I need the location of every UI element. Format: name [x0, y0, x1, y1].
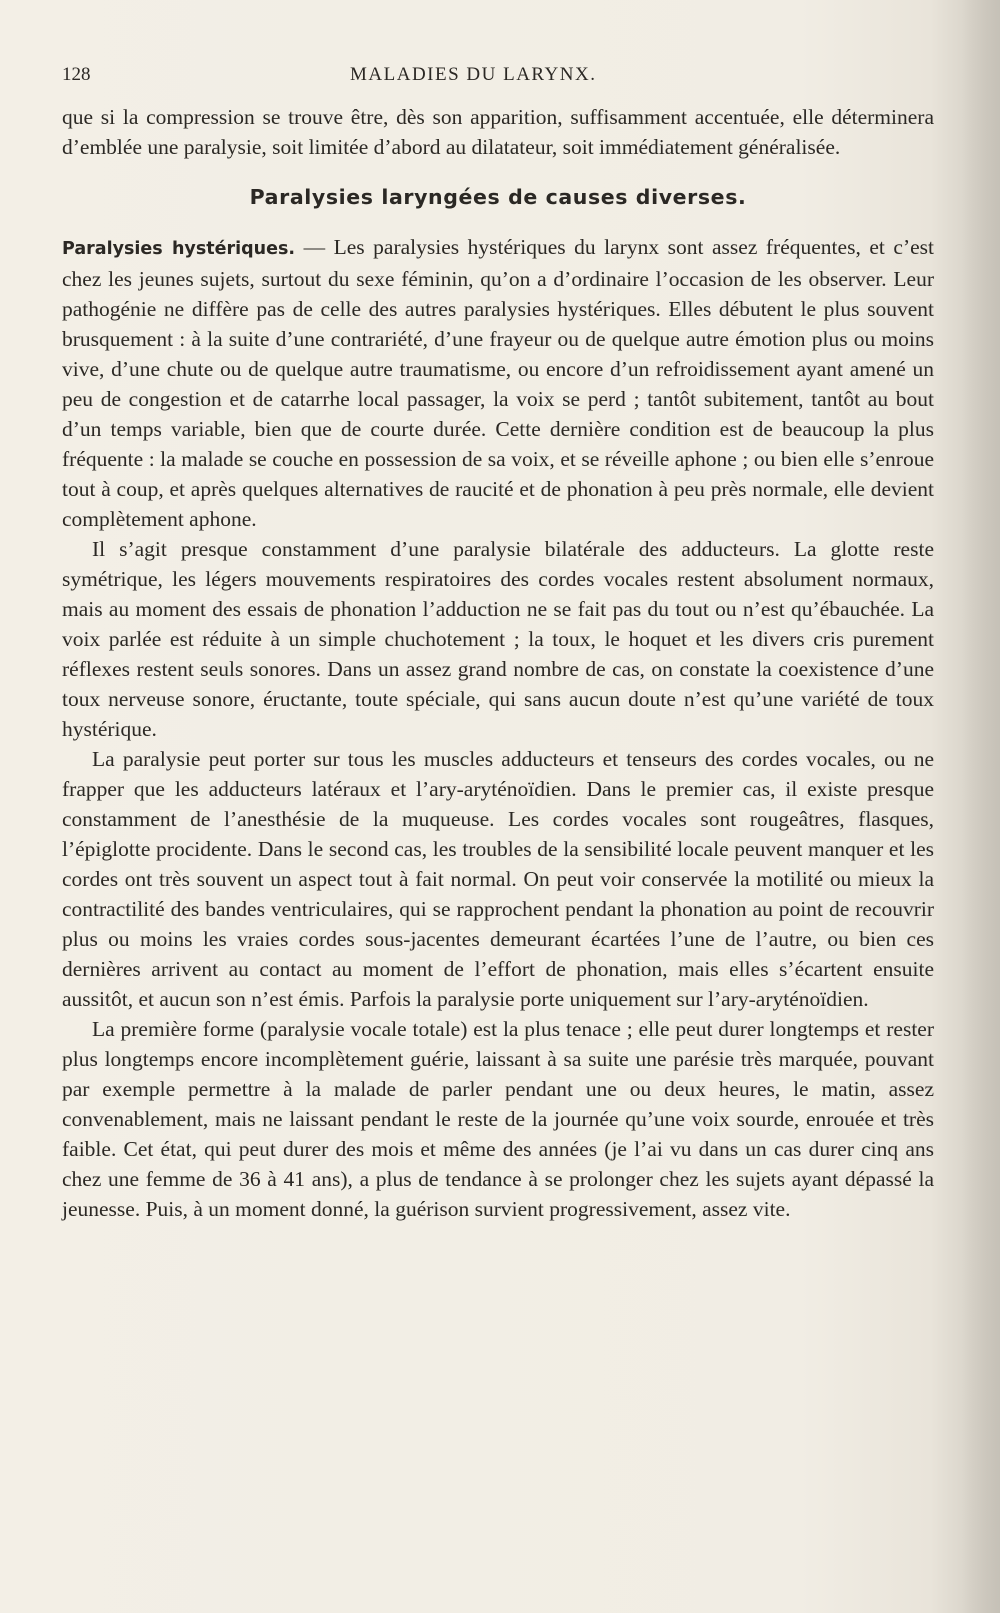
subsection-title: Paralysies hystériques. [62, 239, 296, 259]
body-text [62, 102, 934, 1224]
page-number: 128 [62, 64, 91, 85]
intro-paragraph: que si la compression se trouve être, dès son apparition, suffisamment accentuée, elle déterminera d’emblée une paralysie, soit limitée d’abord au dilatateur, soit immédiatement généralisée. [62, 105, 934, 159]
paragraph-text: — Les paralysies hystériques du larynx sont assez fréquentes, et c’est chez les jeunes sujets, surtout du sexe féminin, qu’on a d’ordinaire l’occasion de les observer. Leur pathogénie ne diffère pas de celle des autres paralysies hystériques. Elles débutent le plus souvent brusquement : à la suite d’une contrariété, d’une frayeur ou de quelque autre émotion plus ou moins vive, d’une chute ou de quelque autre traumatisme, ou encore d’un refroidissement ayant amené un peu de congestion et de catarrhe local passager, la voix se perd ; tantôt subitement, tantôt au bout d’un temps variable, bien que de courte durée. Cette dernière condition est de beaucoup la plus fréquente : la malade se couche en possession de sa voix, et se réveille aphone ; ou bien elle s’enroue tout à coup, et après quelques alternatives de raucité et de phonation à peu près normale, elle devient complètement aphone. [62, 235, 934, 531]
section-heading: Paralysies laryngées de causes diverses. [249, 185, 747, 209]
page-gutter-shadow [962, 0, 1000, 1613]
paragraph-adductors: Il s’agit presque constamment d’une paralysie bilatérale des adducteurs. La glotte reste symétrique, les légers mouvements respiratoires des cordes vocales restent absolument normaux, mais au moment des essais de phonation l’adduction ne se fait pas du tout ou n’est qu’ébauchée. La voix parlée est réduite à un simple chuchotement ; la toux, le hoquet et les divers cris purement réflexes restent seuls sonores. Dans un assez grand nombre de cas, on constate la coexistence d’une toux nerveuse sonore, éructante, toute spéciale, qui sans aucun doute n’est qu’une variété de toux hystérique. [62, 537, 934, 741]
paragraph-first-form: La première forme (paralysie vocale totale) est la plus tenace ; elle peut durer longtemps et rester plus longtemps encore incomplètement guérie, laissant à sa suite une parésie très marquée, pouvant par exemple permettre à la malade de parler pendant une ou deux heures, le matin, assez convenablement, mais ne laissant pendant le reste de la journée qu’une voix sourde, enrouée et très faible. Cet état, qui peut durer des mois et même des années (je l’ai vu dans un cas durer cinq ans chez une femme de 36 à 41 ans), a plus de tendance à se prolonger chez les sujets ayant dépassé la jeunesse. Puis, à un moment donné, la guérison survient progressivement, assez vite. [62, 1017, 934, 1221]
paragraph-muscles: La paralysie peut porter sur tous les muscles adducteurs et tenseurs des cordes vocales, ou ne frapper que les adducteurs latéraux et l’ary-aryténoïdien. Dans le premier cas, il existe presque constamment de l’anesthésie de la muqueuse. Les cordes vocales sont rougeâtres, flasques, l’épiglotte procidente. Dans le second cas, les troubles de la sensibilité locale peuvent manquer et les cordes ont très souvent un aspect tout à fait normal. On peut voir conservée la motilité ou mieux la contractilité des bandes ventriculaires, qui se rapprochent pendant la phonation au point de recouvrir plus ou moins les vraies cordes sous-jacentes demeurant écartées l’une de l’autre, ou bien ces dernières arrivent au contact au moment de l’effort de phonation, mais elles s’écartent ensuite aussitôt, et aucun son n’est émis. Parfois la paralysie porte uniquement sur l’ary-aryténoïdien. [62, 747, 934, 1011]
running-title: MALADIES DU LARYNX. [350, 64, 597, 85]
paragraph-hysterical-paralysis [62, 232, 934, 534]
page-header [62, 64, 652, 92]
